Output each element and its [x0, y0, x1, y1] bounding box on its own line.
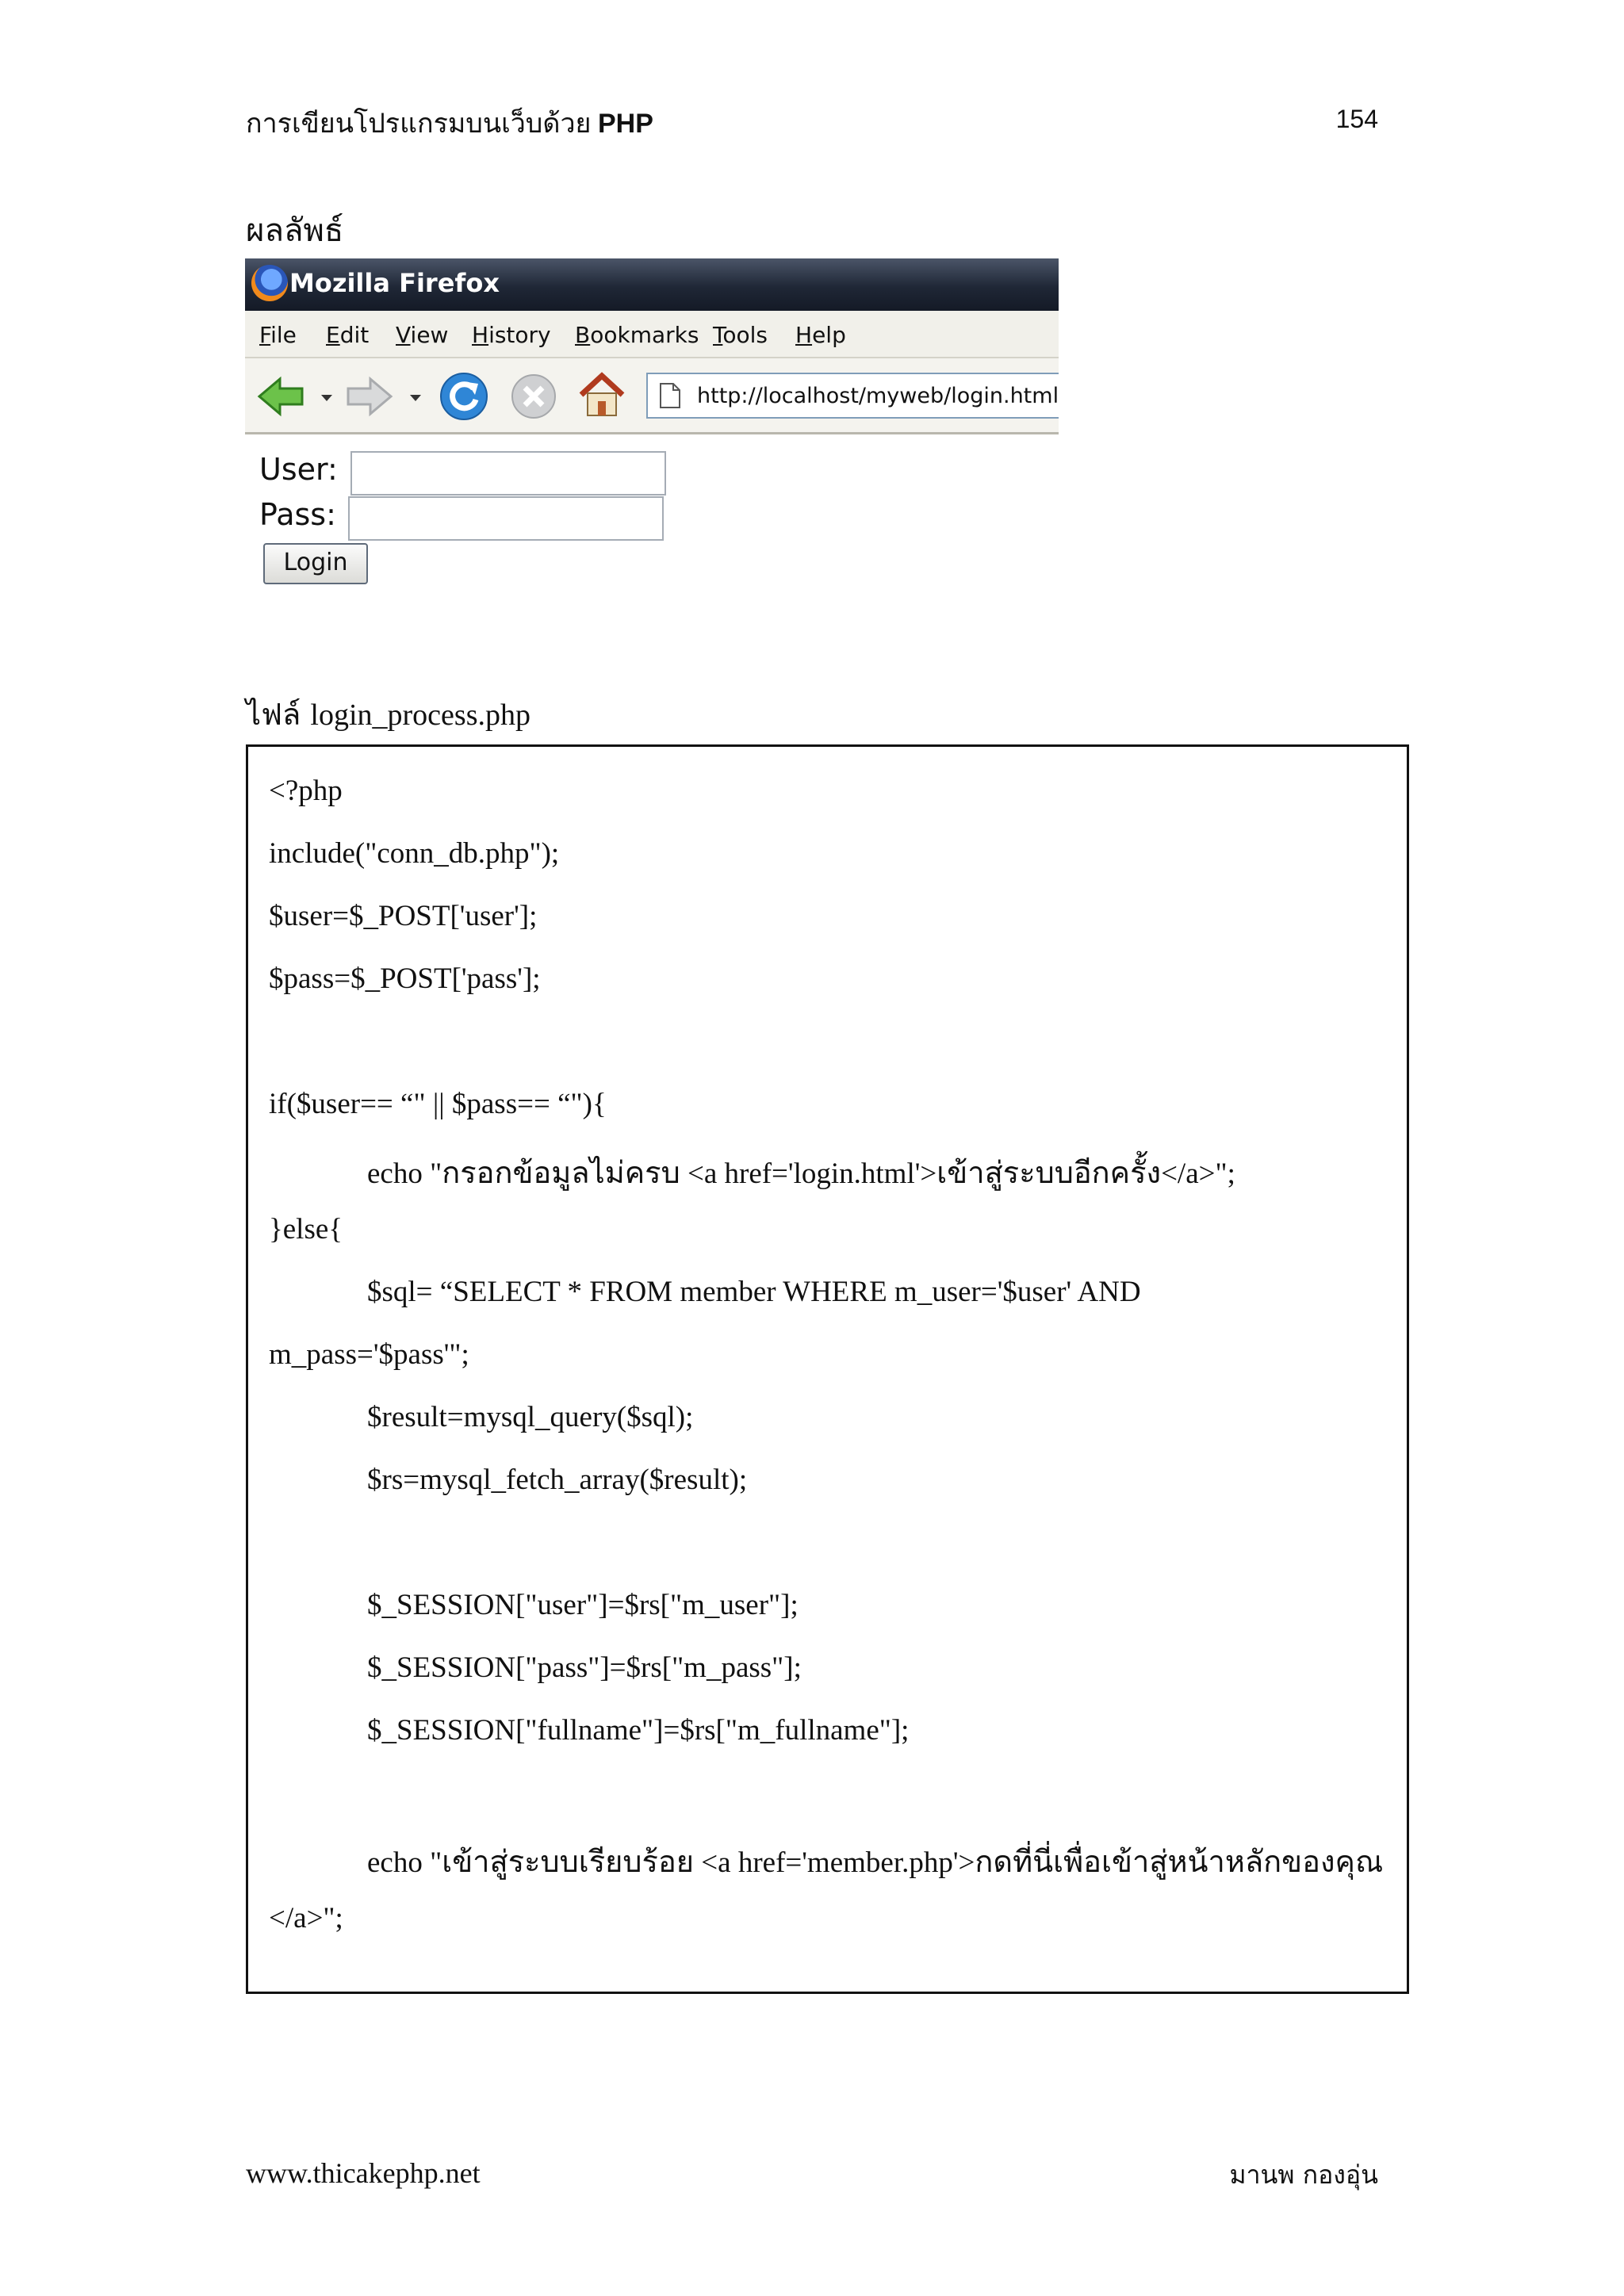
- reload-icon[interactable]: [439, 371, 489, 422]
- pass-label: Pass:: [259, 497, 336, 532]
- code-segment-thai: กรอกข้อมูลไม่ครบ: [442, 1155, 680, 1190]
- code-line: $_SESSION["pass"]=$rs["m_pass"];: [367, 1651, 802, 1684]
- browser-toolbar: [245, 358, 1059, 434]
- code-segment: <a href='member.php'>: [694, 1846, 975, 1879]
- page-number: 154: [1335, 105, 1378, 133]
- home-icon[interactable]: [576, 369, 627, 420]
- code-segment-thai: กดที่นี่เพื่อเข้าสู่หน้าหลักของคุณ: [975, 1844, 1384, 1879]
- footer-author: มานพ กองอุ่น: [1229, 2160, 1378, 2190]
- result-label: ผลลัพธ์: [246, 212, 344, 249]
- code-line: m_pass='$pass'";: [269, 1338, 469, 1371]
- code-segment: <a href='login.html'>: [680, 1158, 937, 1190]
- forward-arrow-icon[interactable]: [345, 374, 394, 419]
- code-line: [367, 1148, 1235, 1196]
- code-line: $pass=$_POST['pass'];: [269, 962, 541, 995]
- code-line: $_SESSION["fullname"]=$rs["m_fullname"];: [367, 1714, 910, 1747]
- menu-history[interactable]: History: [472, 322, 551, 348]
- login-button[interactable]: Login: [263, 543, 368, 584]
- code-segment: echo ": [367, 1158, 442, 1190]
- code-line: $rs=mysql_fetch_array($result);: [367, 1464, 748, 1496]
- back-arrow-icon[interactable]: [256, 374, 305, 419]
- browser-menubar: [245, 311, 1059, 358]
- code-segment-thai: เข้าสู่ระบบอีกครั้ง: [936, 1155, 1162, 1190]
- file-label-filename: login_process.php: [310, 698, 530, 732]
- browser-title: Mozilla Firefox: [289, 268, 500, 298]
- menu-bookmarks[interactable]: Bookmarks: [575, 322, 699, 348]
- page-header: [246, 101, 1378, 149]
- code-line: $result=mysql_query($sql);: [367, 1401, 694, 1433]
- browser-titlebar: [245, 258, 1059, 311]
- user-label: User:: [259, 452, 338, 487]
- user-input[interactable]: [350, 451, 666, 496]
- menu-help[interactable]: Help: [795, 322, 846, 348]
- code-segment-thai: เข้าสู่ระบบเรียบร้อย: [442, 1844, 695, 1879]
- firefox-logo-icon: [251, 265, 288, 301]
- menu-edit[interactable]: Edit: [326, 322, 370, 348]
- url-text: http://localhost/myweb/login.html: [697, 384, 1059, 408]
- stop-icon[interactable]: [510, 373, 557, 420]
- book-title-thai: การเขียนโปรแกรมบนเว็บด้วย: [246, 109, 592, 139]
- forward-dropdown-icon[interactable]: [410, 395, 421, 401]
- back-dropdown-icon[interactable]: [321, 395, 332, 401]
- menu-file[interactable]: File: [259, 322, 297, 348]
- page-icon: [659, 382, 681, 409]
- code-line: $user=$_POST['user'];: [269, 900, 538, 932]
- book-title-php: PHP: [597, 109, 653, 139]
- file-label: [246, 690, 530, 738]
- code-line: $_SESSION["user"]=$rs["m_user"];: [367, 1589, 799, 1621]
- code-line: include("conn_db.php");: [269, 837, 560, 870]
- pass-input[interactable]: [348, 496, 664, 541]
- footer-website: www.thicakephp.net: [246, 2157, 481, 2189]
- code-segment: echo ": [367, 1846, 442, 1879]
- code-segment: </a>";: [1161, 1158, 1235, 1190]
- file-label-prefix: ไฟล์: [246, 697, 301, 732]
- menu-tools[interactable]: Tools: [713, 322, 768, 348]
- address-bar[interactable]: [646, 373, 1059, 419]
- code-line: </a>";: [269, 1902, 343, 1934]
- book-title: [246, 101, 653, 144]
- code-line: }else{: [269, 1213, 343, 1246]
- code-line: if($user== “" || $pass== “"){: [269, 1088, 607, 1120]
- browser-screenshot: [245, 258, 1059, 591]
- code-line: [367, 1837, 1383, 1885]
- menu-view[interactable]: View: [396, 322, 449, 348]
- code-listing: [246, 744, 1409, 1994]
- code-line: $sql= “SELECT * FROM member WHERE m_user='$user' AND: [367, 1276, 1141, 1308]
- code-line: <?php: [269, 775, 343, 807]
